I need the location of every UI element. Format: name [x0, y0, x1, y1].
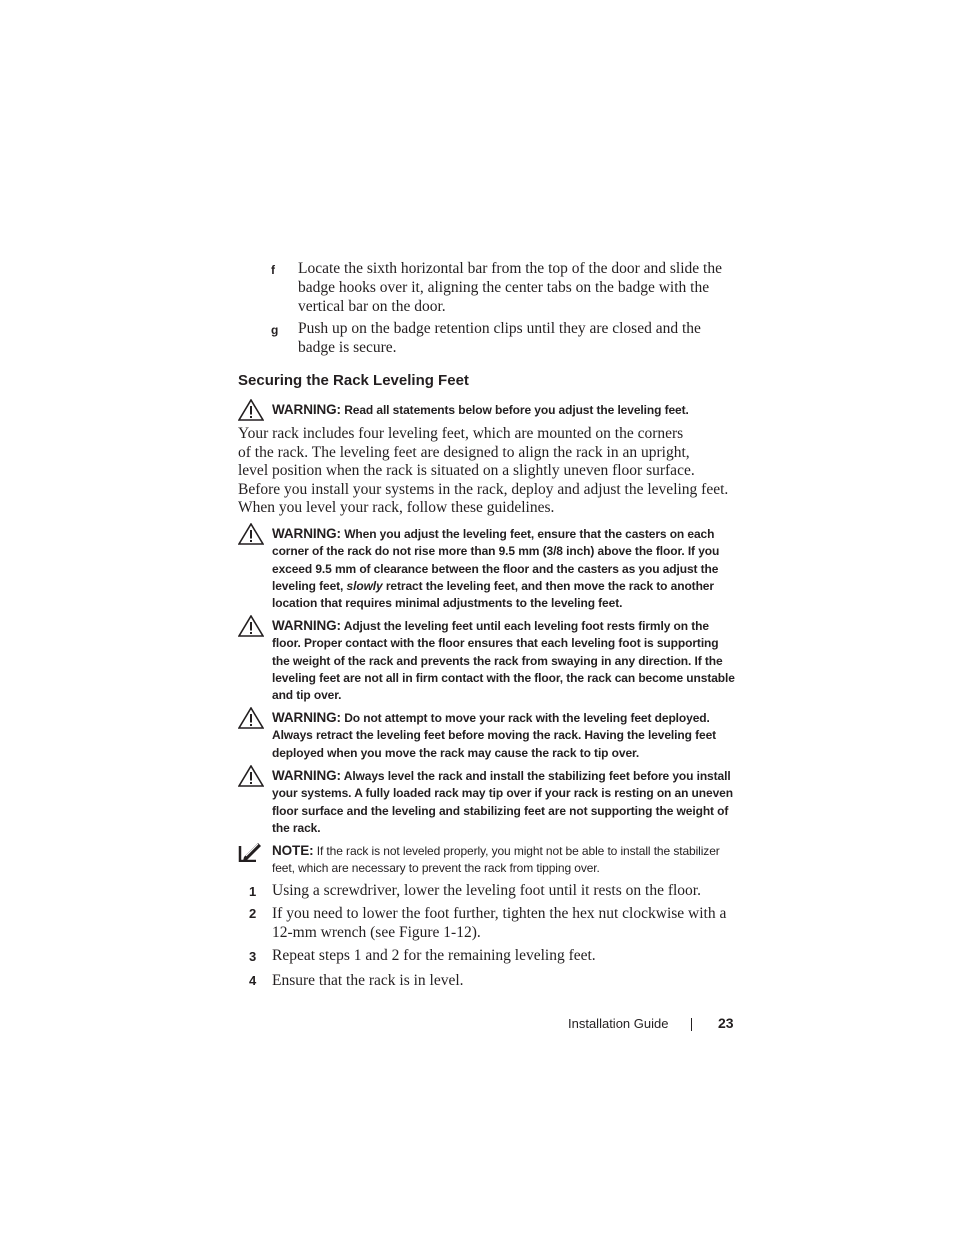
body-line: When you level your rack, follow these guidelines.	[238, 499, 555, 517]
warning-label: WARNING:	[272, 768, 341, 783]
note-label: NOTE:	[272, 843, 314, 858]
warning-text: retract the leveling feet, and then move the rack to another location that requires minimal adjustments to the leveling feet.	[272, 578, 714, 611]
body-paragraph	[238, 425, 738, 518]
warning-text: When you adjust the leveling feet, ensure that the casters on each corner of the rack do not rise more than 9.5 mm (3/8 inch) above the floor. If you exceed 9.5 mm of clearance between the floor and the casters as you adjust the leveling feet,	[272, 527, 720, 593]
warning-label: WARNING:	[272, 710, 341, 725]
section-heading: Securing the Rack Leveling Feet	[238, 372, 469, 389]
warning-2	[238, 523, 738, 612]
warning-label: WARNING:	[272, 402, 341, 417]
pencil-note-icon	[238, 840, 264, 862]
step-text: If you need to lower the foot further, tighten the hex nut clockwise with a 12-mm wrench (see Figure 1-12).	[272, 905, 727, 941]
step-number: 1	[249, 884, 257, 899]
page-number: 23	[718, 1015, 734, 1031]
substep-letter-g: g	[271, 323, 279, 337]
warning-4	[238, 707, 738, 762]
warning-emphasis: slowly	[346, 578, 383, 593]
footer-label: Installation Guide	[568, 1016, 669, 1031]
warning-text: Adjust the leveling feet until each leveling foot rests firmly on the floor. Proper contact with the floor ensures that each leveling foot is supporting the weight of the rack and prevents the rack from swaying in any direction. If the leveling feet are not all in firm contact with the floor, the rack can become unstable and tip over.	[272, 619, 735, 703]
step-number: 2	[249, 906, 257, 921]
warning-3	[238, 615, 738, 704]
note	[238, 840, 738, 878]
warning-triangle-icon	[238, 615, 264, 637]
warning-5	[238, 765, 738, 837]
warning-triangle-icon	[238, 765, 264, 787]
note-text: If the rack is not leveled properly, you might not be able to install the stabilizer feet, which are necessary to prevent the rack from tipping over.	[272, 844, 720, 876]
substep-letter-f: f	[271, 263, 275, 277]
substep-text-g: Push up on the badge retention clips until they are closed and the badge is secure.	[298, 320, 701, 356]
warning-text: Read all statements below before you adjust the leveling feet.	[344, 403, 689, 417]
warning-triangle-icon	[238, 399, 264, 421]
warning-1	[238, 399, 738, 419]
body-line: of the rack. The leveling feet are designed to align the rack in an upright,	[238, 443, 690, 461]
warning-triangle-icon	[238, 523, 264, 545]
body-line: Before you install your systems in the rack, deploy and adjust the leveling feet.	[238, 480, 729, 498]
warning-label: WARNING:	[272, 618, 341, 633]
footer-separator	[691, 1018, 692, 1031]
warning-triangle-icon	[238, 707, 264, 729]
warning-text: Always level the rack and install the stabilizing feet before you install your systems. A fully loaded rack may tip over if your rack is resting on an uneven floor surface and the leveling and stabilizing feet are not supporting the weight of the rack.	[272, 769, 733, 835]
step-number: 3	[249, 949, 257, 964]
step-number: 4	[249, 973, 257, 988]
body-line: Your rack includes four leveling feet, which are mounted on the corners	[238, 425, 684, 442]
warning-text: Do not attempt to move your rack with the leveling feet deployed. Always retract the leveling feet before moving the rack. Having the leveling feet deployed when you move the rack may cause the rack to tip over.	[272, 711, 717, 760]
body-line: level position when the rack is situated on a slightly uneven floor surface.	[238, 462, 695, 480]
step-text: Repeat steps 1 and 2 for the remaining leveling feet.	[272, 947, 596, 964]
substep-text-f: Locate the sixth horizontal bar from the top of the door and slide the badge hooks over it, aligning the center tabs on the badge with the vertical bar on the door.	[298, 260, 722, 315]
step-text: Ensure that the rack is in level.	[272, 972, 464, 989]
step-text: Using a screwdriver, lower the leveling foot until it rests on the floor.	[272, 882, 701, 899]
warning-label: WARNING:	[272, 526, 341, 541]
